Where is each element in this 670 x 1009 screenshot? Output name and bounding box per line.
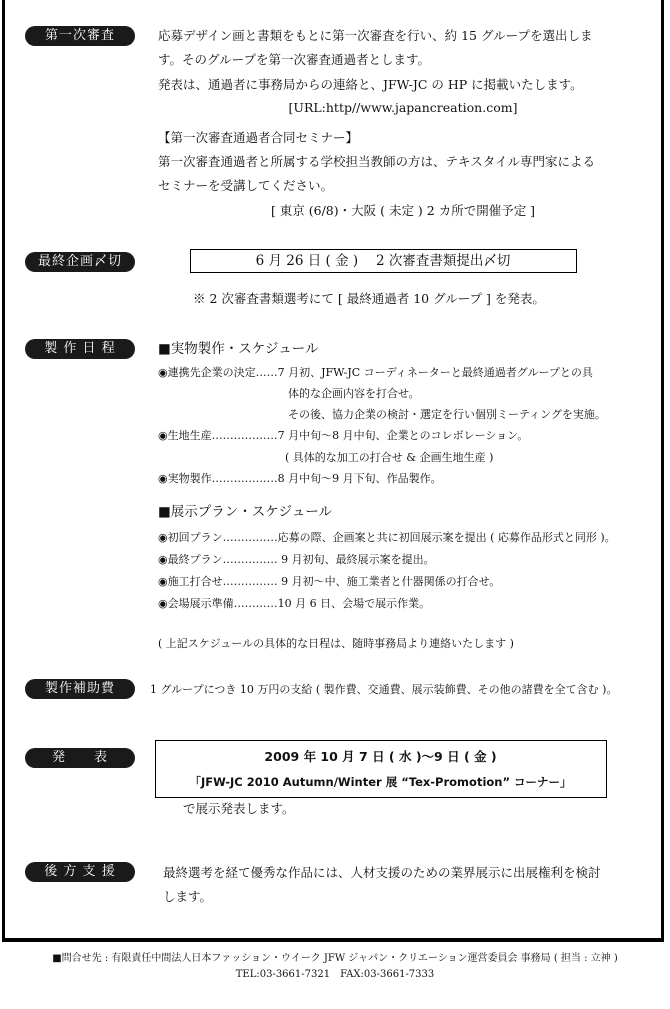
- announcement-after: で展示発表します。: [183, 801, 295, 816]
- schedule-heading-exhibit: ■展示プラン・スケジュール: [158, 504, 332, 520]
- exhibit-row-initial: ◉初回プラン……………応募の際、企画案と共に初回展示案を提出 ( 応募作品形式と同形 )。: [158, 531, 616, 544]
- seminar-text-2: セミナーを受講してください。: [158, 178, 334, 193]
- first-review-text-3: 発表は、通過者に事務局からの連絡と、JFW-JC の HP に掲載いたします。: [158, 77, 583, 92]
- deadline-text: 6 月 26 日 ( 金 ) 2 次審査書類提出〆切: [255, 253, 511, 269]
- schedule-row-partner-2: 体的な企画内容を打合せ。: [288, 387, 420, 400]
- schedule-heading-production: ■実物製作・スケジュール: [158, 341, 319, 357]
- seminar-locations: [ 東京 (6/8)・大阪 ( 未定 ) 2 カ所で開催予定 ]: [270, 203, 536, 218]
- exhibit-row-construction: ◉施工打合せ…………… 9 月初～中、施工業者と什器関係の打合せ。: [158, 575, 501, 588]
- subsidy-text: 1 グループにつき 10 万円の支給 ( 製作費、交通費、展示装飾費、その他の諸費を全て含む )。: [150, 683, 618, 696]
- label-final-deadline: 最終企画〆切: [25, 252, 135, 272]
- support-text-2: します。: [163, 889, 213, 904]
- deadline-note: ※ 2 次審査書類選考にて [ 最終通過者 10 グループ ] を発表。: [193, 291, 545, 306]
- support-text-1: 最終選考を経て優秀な作品には、人材支援のための業界展示に出展権利を検討: [163, 865, 601, 880]
- announcement-event: 「JFW-JC 2010 Autumn/Winter 展 “Tex-Promotion” コーナー」: [189, 775, 572, 789]
- website-url: [URL:http//www.japancreation.com]: [288, 100, 518, 115]
- footer-phone-fax: TEL:03-3661-7321 FAX:03-3661-7333: [235, 969, 435, 980]
- seminar-text-1: 第一次審査通過者と所属する学校担当教師の方は、テキスタイル専門家による: [158, 154, 596, 169]
- first-review-text-1: 応募デザイン画と書類をもとに第一次審査を行い、約 15 グループを選出しま: [158, 28, 593, 43]
- schedule-row-partner-3: その後、協力企業の検討・選定を行い個別ミーティングを実施。: [288, 408, 606, 421]
- exhibit-row-setup: ◉会場展示準備…………10 月 6 日、会場で展示作業。: [158, 597, 431, 610]
- first-review-text-2: す。そのグループを第一次審査通過者とします。: [158, 52, 431, 67]
- announcement-date: 2009 年 10 月 7 日 ( 水 )～9 日 ( 金 ): [264, 749, 497, 764]
- footer-contact: ■問合せ先 : 有限責任中間法人日本ファッション・ウイーク JFW ジャパン・クリエーション運営委員会 事務局 ( 担当 : 立神 ): [52, 953, 618, 964]
- seminar-title: 【第一次審査通過者合同セミナー】: [158, 130, 359, 145]
- schedule-row-production: ◉実物製作………………8 月中旬～9 月下旬、作品製作。: [158, 472, 442, 485]
- label-production-schedule: 製 作 日 程: [25, 339, 135, 359]
- label-production-subsidy: 製作補助費: [25, 679, 135, 699]
- deadline-box: [190, 249, 577, 273]
- label-first-review: 第一次審査: [25, 26, 135, 46]
- schedule-row-fabric-1: ◉生地生産………………7 月中旬～8 月中旬、企業とのコレボレーション。: [158, 429, 529, 442]
- schedule-row-fabric-2: ( 具体的な加工の打合せ & 企画生地生産 ): [285, 451, 494, 464]
- exhibit-row-final: ◉最終プラン…………… 9 月初旬、最終展示案を提出。: [158, 553, 435, 566]
- schedule-note: ( 上記スケジュールの具体的な日程は、随時事務局より連絡いたします ): [158, 637, 514, 650]
- label-announcement: 発 表: [25, 748, 135, 768]
- label-support: 後 方 支 援: [25, 862, 135, 882]
- announcement-box: [155, 740, 607, 798]
- schedule-row-partner-1: ◉連携先企業の決定……7 月初、JFW-JC コーディネーターと最終通過者グループとの具: [158, 366, 593, 379]
